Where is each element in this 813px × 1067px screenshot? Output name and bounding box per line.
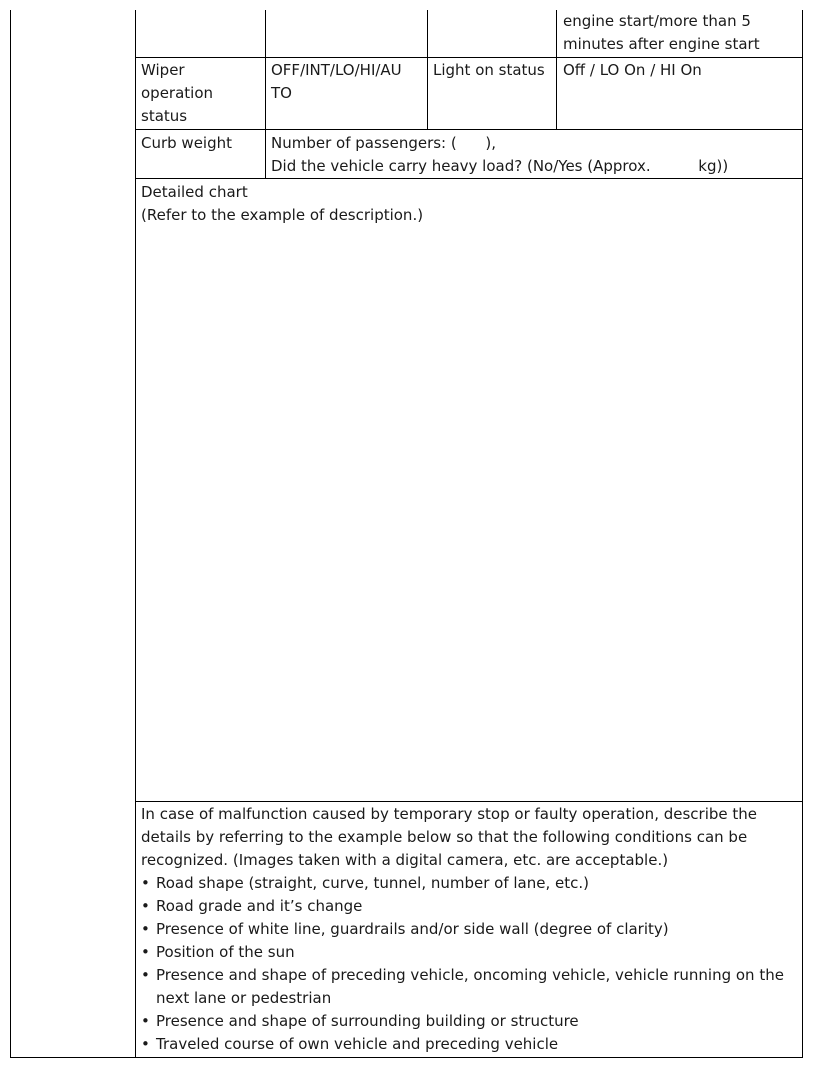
condition-text: Presence and shape of surrounding building or structure [156,1012,579,1030]
passengers-field: Number of passengers: ( ), [271,134,496,152]
light-status-label: Light on status [433,61,545,79]
condition-text: Road grade and it’s change [156,897,363,915]
bullet-icon: • [141,1035,150,1053]
list-item [141,872,801,895]
malfunction-section [141,803,801,1056]
condition-text: Traveled course of own vehicle and preceding vehicle [156,1035,559,1053]
list-item [141,941,801,964]
curb-weight-label: Curb weight [141,134,233,152]
list-item [141,895,801,918]
curb-weight-label-cell [141,132,261,155]
condition-text: Position of the sun [156,943,295,961]
table-bottom-border [10,1057,803,1058]
list-item [141,1033,801,1056]
light-status-value: Off / LO On / HI On [563,61,702,79]
row-divider-line [135,57,803,58]
malfunction-intro-line: In case of malfunction caused by temporary stop or faulty operation, describe the [141,805,758,823]
bullet-icon: • [141,920,150,938]
engine-status-value-line: minutes after engine start [563,35,760,53]
list-item [141,918,801,941]
engine-status-value-cell [563,10,799,56]
bullet-icon: • [141,943,150,961]
column-divider-line [556,10,557,129]
condition-text: Road shape (straight, curve, tunnel, number of lane, etc.) [156,874,590,892]
wiper-status-value-cell [271,59,423,105]
malfunction-intro-line: details by referring to the example below so that the following conditions can be [141,828,748,846]
condition-list [141,872,801,1056]
heavy-load-field: Did the vehicle carry heavy load? (No/Yes (Approx. kg)) [271,157,729,175]
condition-text: next lane or pedestrian [156,989,332,1007]
wiper-status-value-line: TO [271,84,292,102]
bullet-icon: • [141,874,150,892]
list-item [141,964,801,1010]
column-divider-line [265,10,266,179]
outer-left-border [10,10,11,1058]
bullet-icon: • [141,966,150,984]
wiper-status-label-line: operation [141,84,214,102]
detailed-chart-area [141,181,799,798]
section-divider-line [135,10,136,1058]
condition-text: Presence and shape of preceding vehicle, oncoming vehicle, vehicle running on the [156,966,784,984]
list-item [141,1010,801,1033]
engine-status-value-line: engine start/more than 5 [563,12,751,30]
wiper-status-value-line: OFF/INT/LO/HI/AU [271,61,402,79]
malfunction-intro-line: recognized. (Images taken with a digital camera, etc. are acceptable.) [141,851,669,869]
bullet-icon: • [141,1012,150,1030]
row-divider-line [135,178,803,179]
column-divider-line [427,10,428,129]
bullet-icon: • [141,897,150,915]
detailed-chart-title: Detailed chart [141,183,248,201]
row-divider-line [135,129,803,130]
curb-weight-value-cell [271,132,799,178]
light-status-value-cell [563,59,799,82]
detailed-chart-subtitle: (Refer to the example of description.) [141,206,424,224]
condition-text: Presence of white line, guardrails and/or side wall (degree of clarity) [156,920,669,938]
wiper-status-label-cell [141,59,261,128]
row-divider-line [135,801,803,802]
table-right-border [802,10,803,1058]
wiper-status-label-line: Wiper [141,61,185,79]
light-status-label-cell [433,59,553,82]
wiper-status-label-line: status [141,107,188,125]
